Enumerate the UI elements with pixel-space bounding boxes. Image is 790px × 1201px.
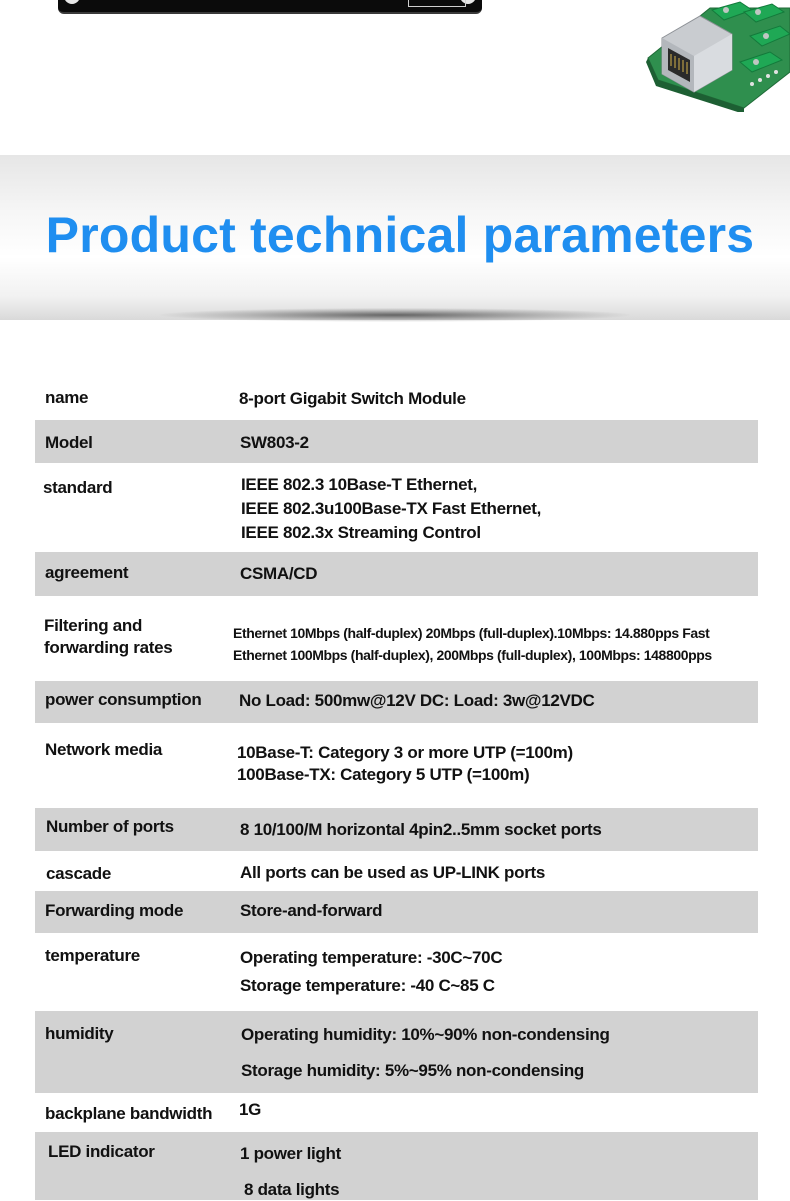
spec-value <box>241 474 541 544</box>
product-photo-strip <box>0 0 790 155</box>
spec-value-line: 1 power light <box>240 1144 341 1163</box>
mounting-hole-left <box>64 0 80 4</box>
spec-value: CSMA/CD <box>240 564 318 583</box>
spec-label: LED indicator <box>48 1142 155 1161</box>
spec-label: Forwarding mode <box>45 901 184 920</box>
spec-value-line: Operating humidity: 10%~90% non-condensing <box>241 1025 610 1044</box>
spec-value-line: Ethernet 10Mbps (half-duplex) 20Mbps (full-duplex).10Mbps: 14.880pps Fast <box>233 625 710 641</box>
spec-label: Network media <box>45 740 163 759</box>
spec-value-line: Storage humidity: 5%~95% non-condensing <box>241 1061 584 1080</box>
spec-value: All ports can be used as UP-LINK ports <box>240 863 546 882</box>
spec-value: SW803-2 <box>240 433 309 452</box>
spec-row-agreement <box>35 552 758 596</box>
spec-value: 8 10/100/M horizontal 4pin2..5mm socket ports <box>240 820 602 839</box>
spec-label <box>44 615 172 659</box>
spec-value-line: IEEE 802.3 10Base-T Ethernet, <box>241 475 478 494</box>
spec-value: 1G <box>239 1100 262 1119</box>
banner-shadow <box>160 308 630 322</box>
rj45-adapter-board-image <box>640 0 790 112</box>
spec-value: Store-and-forward <box>240 901 383 920</box>
spec-label: Model <box>45 433 93 452</box>
spec-value <box>240 947 502 997</box>
pcb-component-outline <box>408 0 466 7</box>
spec-value-line: IEEE 802.3x Streaming Control <box>241 523 481 542</box>
spec-value-line: 10Base-T: Category 3 or more UTP (=100m) <box>237 743 573 762</box>
switch-module-pcb-image <box>58 0 482 14</box>
spec-label: humidity <box>45 1024 114 1043</box>
spec-label-line: Filtering and <box>44 616 143 635</box>
spec-value: 8-port Gigabit Switch Module <box>239 389 466 408</box>
spec-label: name <box>45 388 89 407</box>
spec-label: power consumption <box>45 690 202 709</box>
spec-label: agreement <box>45 563 129 582</box>
spec-value <box>241 1024 610 1082</box>
spec-value-line: Operating temperature: -30C~70C <box>240 948 503 967</box>
spec-row-model <box>35 420 758 463</box>
spec-value-line: IEEE 802.3u100Base-TX Fast Ethernet, <box>241 499 542 518</box>
spec-label: backplane bandwidth <box>45 1104 213 1123</box>
spec-value <box>240 1143 341 1201</box>
spec-value-line: 100Base-TX: Category 5 UTP (=100m) <box>237 765 530 784</box>
page-title: Product technical parameters <box>45 207 755 263</box>
spec-value-line: Ethernet 100Mbps (half-duplex), 200Mbps (full-duplex), 100Mbps: 148800pps <box>233 647 712 663</box>
spec-label: temperature <box>45 946 140 965</box>
spec-value-line: 8 data lights <box>244 1180 340 1199</box>
spec-label: cascade <box>46 864 112 883</box>
spec-label: standard <box>43 478 113 497</box>
spec-label-line: forwarding rates <box>44 638 173 657</box>
spec-value: No Load: 500mw@12V DC: Load: 3w@12VDC <box>239 691 595 710</box>
spec-value-line: Storage temperature: -40 C~85 C <box>240 976 495 995</box>
spec-value <box>237 742 573 786</box>
spec-value <box>233 622 712 666</box>
spec-label: Number of ports <box>46 817 174 836</box>
